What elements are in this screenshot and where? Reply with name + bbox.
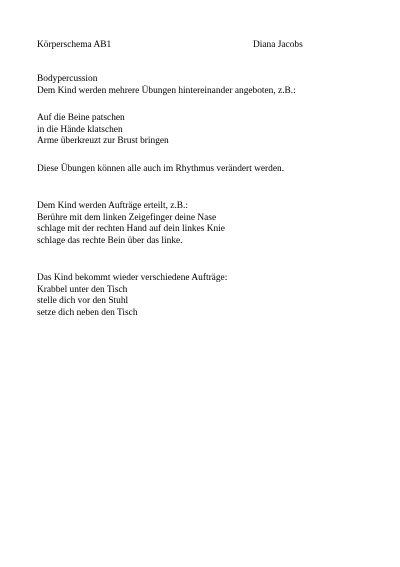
- document-title: Körperschema AB1: [37, 40, 112, 50]
- list-item: in die Hände klatschen: [37, 124, 123, 135]
- section-auftraege-2: [37, 273, 377, 320]
- section-heading: Bodypercussion: [37, 74, 98, 84]
- section-bodypercussion-list: [37, 113, 377, 148]
- section-intro: Das Kind bekommt wieder verschiedene Aufträge:: [37, 273, 228, 283]
- list-item: Auf die Beine patschen: [37, 113, 125, 123]
- document-author: Diana Jacobs: [253, 40, 303, 50]
- list-item: Berühre mit dem linken Zeigefinger deine Nase: [37, 212, 217, 223]
- list-item: setze dich neben den Tisch: [37, 308, 138, 319]
- list-item: Arme überkreuzt zur Brust bringen: [37, 136, 169, 147]
- section-intro: Dem Kind werden Aufträge erteilt, z.B.:: [37, 201, 188, 211]
- section-note: Diese Übungen können alle auch im Rhythmus verändert werden.: [37, 164, 285, 174]
- list-item: Krabbel unter den Tisch: [37, 284, 128, 295]
- section-bodypercussion-heading: [37, 74, 377, 97]
- section-auftraege-1: [37, 201, 377, 248]
- list-item: schlage mit der rechten Hand auf dein linkes Knie: [37, 224, 225, 235]
- section-bodypercussion-note: [37, 164, 377, 176]
- section-intro: Dem Kind werden mehrere Übungen hintereinander angeboten, z.B.:: [37, 85, 296, 96]
- list-item: schlage das rechte Bein über das linke.: [37, 236, 183, 247]
- list-item: stelle dich vor den Stuhl: [37, 296, 129, 307]
